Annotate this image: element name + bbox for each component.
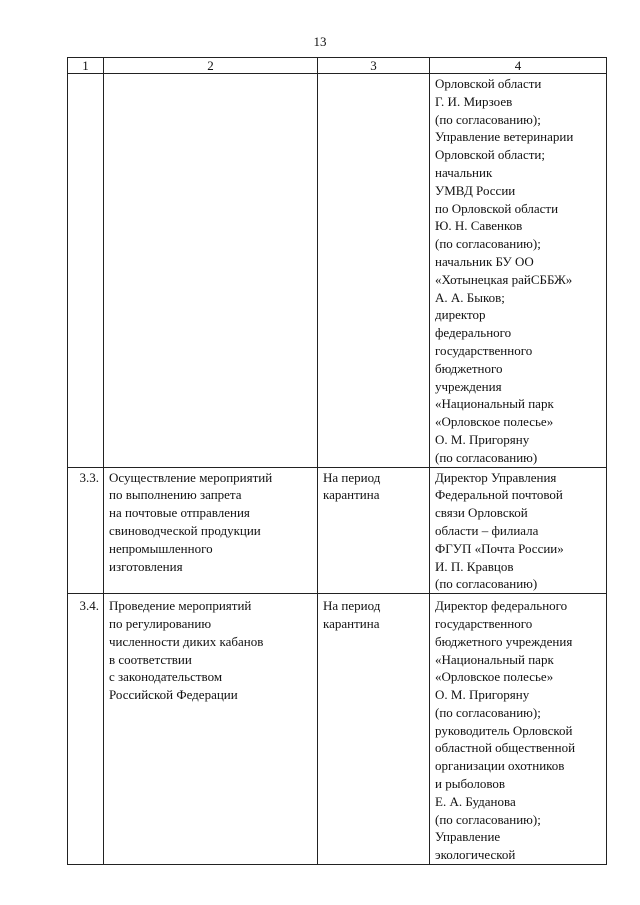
- table-body: [68, 74, 607, 865]
- responsible-text-line: бюджетного: [435, 360, 503, 376]
- responsible-text-line: «Орловское полесье»: [435, 669, 554, 685]
- row-number-cell: 3.4.: [68, 594, 104, 865]
- table-row: [68, 467, 607, 594]
- responsible-text-line: (по согласованию);: [435, 111, 541, 127]
- column-header-period: 3: [318, 58, 430, 74]
- responsible-text-line: Директор Управления: [435, 469, 557, 485]
- column-header-measure: 2: [104, 58, 318, 74]
- measure-text-line: по выполнению запрета: [109, 487, 242, 503]
- measure-text-line: на почтовые отправления: [109, 505, 250, 521]
- responsible-text-line: директор: [435, 307, 486, 323]
- responsible-text-line: Ю. Н. Савенков: [435, 218, 523, 234]
- responsible-text-line: ФГУП «Почта России»: [435, 540, 564, 556]
- responsible-cell: [430, 467, 607, 594]
- responsible-text-line: Директор федерального: [435, 598, 568, 614]
- table-row: [68, 594, 607, 865]
- responsible-text-line: «Хотынецкая райСББЖ»: [435, 271, 573, 287]
- responsible-text-line: и рыболовов: [435, 776, 506, 792]
- period-text-line: На период: [323, 469, 381, 485]
- responsible-text-line: «Национальный парк: [435, 396, 554, 412]
- measure-text-line: непромышленного: [109, 540, 213, 556]
- responsible-text-line: (по согласованию);: [435, 704, 541, 720]
- responsible-cell: [430, 74, 607, 468]
- measure-text-line: численности диких кабанов: [109, 633, 264, 649]
- measure-cell: [104, 74, 318, 468]
- responsible-text-line: по Орловской области: [435, 200, 559, 216]
- responsible-text-line: начальник БУ ОО: [435, 253, 534, 269]
- responsible-text-line: Федеральной почтовой: [435, 487, 563, 503]
- responsible-text-line: (по согласованию);: [435, 236, 541, 252]
- responsible-text-line: области – филиала: [435, 522, 539, 538]
- measure-cell: [104, 467, 318, 594]
- responsible-text-line: Г. И. Мирзоев: [435, 93, 513, 109]
- responsible-text-line: государственного: [435, 342, 533, 358]
- responsible-text-line: областной общественной: [435, 740, 576, 756]
- table-row: [68, 74, 607, 468]
- responsible-text-line: связи Орловской: [435, 505, 528, 521]
- responsible-text-line: учреждения: [435, 378, 502, 394]
- responsible-text-line: бюджетного учреждения: [435, 633, 573, 649]
- measure-cell: [104, 594, 318, 865]
- measure-text-line: Осуществление мероприятий: [109, 469, 273, 485]
- measures-table: [67, 57, 607, 865]
- period-text-line: На период: [323, 598, 381, 614]
- measure-text-line: свиноводческой продукции: [109, 522, 261, 538]
- responsible-text-line: Орловской области;: [435, 147, 545, 163]
- page-number: 13: [313, 34, 327, 49]
- responsible-text-line: государственного: [435, 615, 533, 631]
- responsible-text-line: УМВД России: [435, 182, 516, 198]
- period-text-line: карантина: [323, 487, 380, 503]
- responsible-text-line: организации охотников: [435, 758, 565, 774]
- measure-text-line: с законодательством: [109, 669, 223, 685]
- responsible-text-line: «Орловское полесье»: [435, 414, 554, 430]
- responsible-text-line: О. М. Пригоряну: [435, 431, 530, 447]
- period-cell: [318, 74, 430, 468]
- responsible-text-line: (по согласованию): [435, 449, 538, 465]
- row-number-cell: 3.3.: [68, 467, 104, 594]
- responsible-text-line: «Национальный парк: [435, 651, 554, 667]
- row-number-cell: [68, 74, 104, 468]
- measure-text-line: изготовления: [109, 558, 183, 574]
- responsible-text-line: руководитель Орловской: [435, 722, 573, 738]
- responsible-text-line: Управление: [435, 829, 501, 845]
- responsible-text-line: Орловской области: [435, 76, 542, 91]
- responsible-text-line: И. П. Кравцов: [435, 558, 514, 574]
- responsible-cell: [430, 594, 607, 865]
- responsible-text-line: начальник: [435, 164, 493, 180]
- column-header-responsible: 4: [430, 58, 607, 74]
- responsible-text-line: федерального: [435, 325, 512, 341]
- responsible-text-line: (по согласованию): [435, 576, 538, 592]
- column-header-number: 1: [68, 58, 104, 74]
- responsible-text-line: экологической: [435, 847, 516, 863]
- table-header-row: [68, 58, 607, 74]
- responsible-text-line: А. А. Быков;: [435, 289, 505, 305]
- period-cell: [318, 594, 430, 865]
- measure-text-line: Российской Федерации: [109, 687, 238, 703]
- measure-text-line: в соответствии: [109, 651, 192, 667]
- responsible-text-line: Е. А. Буданова: [435, 793, 516, 809]
- responsible-text-line: О. М. Пригоряну: [435, 687, 530, 703]
- period-text-line: карантина: [323, 615, 380, 631]
- measure-text-line: Проведение мероприятий: [109, 598, 252, 614]
- responsible-text-line: (по согласованию);: [435, 811, 541, 827]
- measure-text-line: по регулированию: [109, 615, 212, 631]
- period-cell: [318, 467, 430, 594]
- responsible-text-line: Управление ветеринарии: [435, 129, 574, 145]
